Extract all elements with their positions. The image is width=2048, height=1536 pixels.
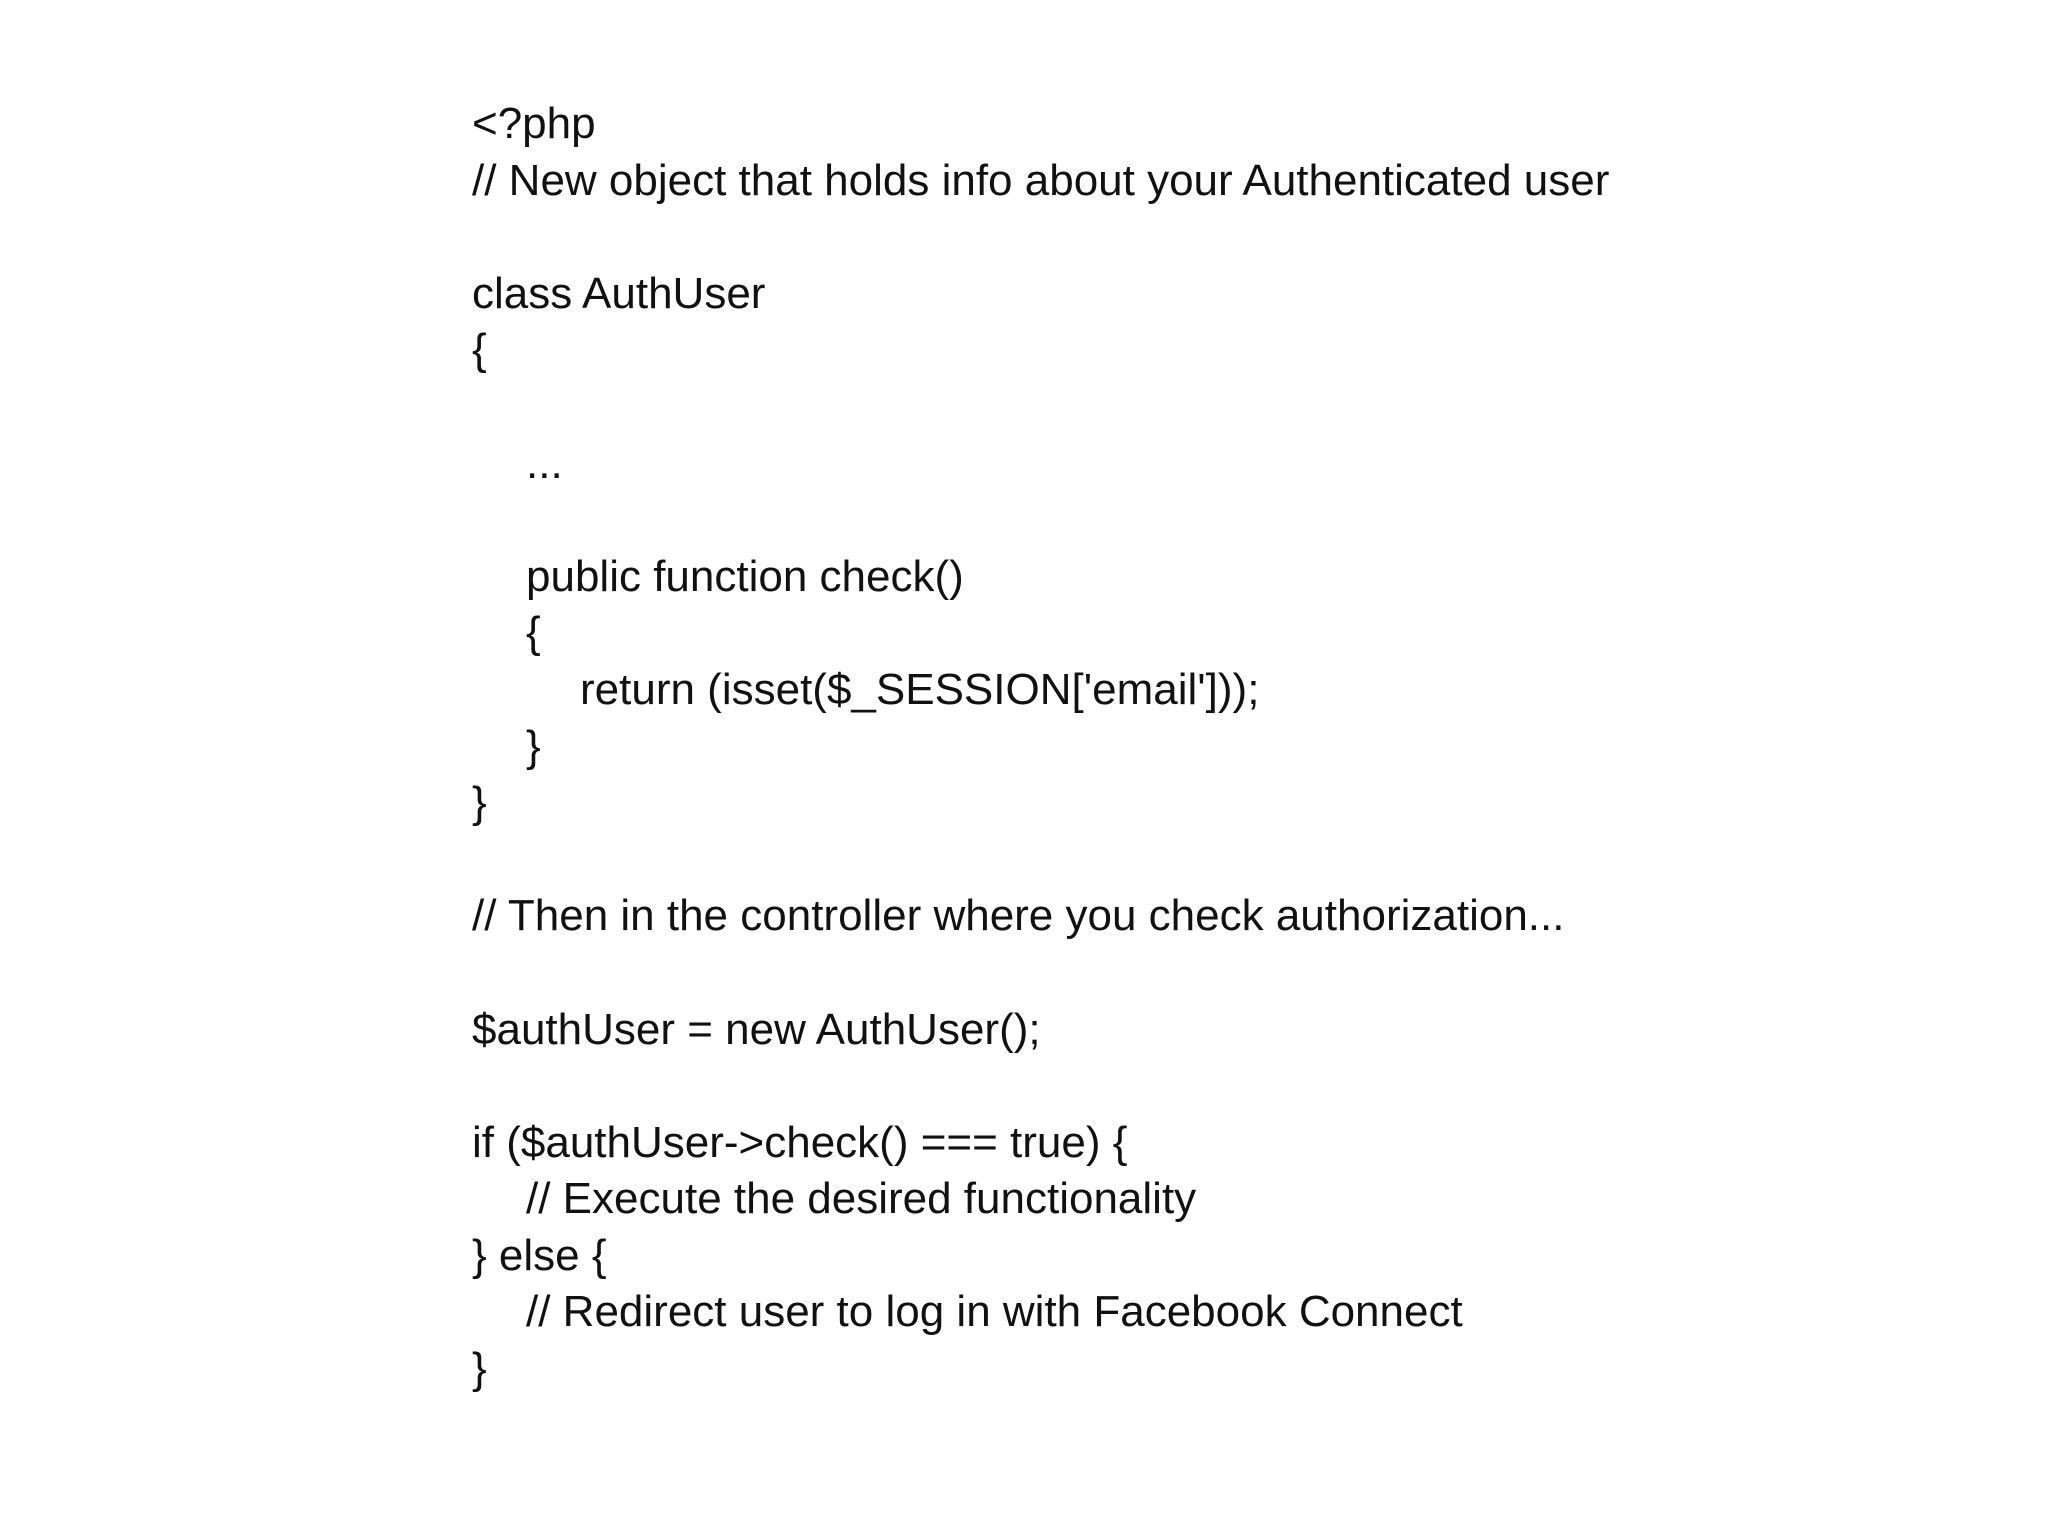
code-ellipsis: ...: [526, 438, 563, 488]
code-comment-controller: // Then in the controller where you check authorization...: [472, 891, 1565, 941]
code-instantiate-authuser: $authUser = new AuthUser();: [472, 1004, 1041, 1054]
code-line-php-open: <?php: [472, 99, 596, 148]
code-class-close-brace: }: [472, 778, 487, 828]
code-blank-line: [472, 379, 1609, 436]
code-class-declaration: class AuthUser: [472, 268, 766, 318]
code-method-declaration: public function check(): [526, 551, 964, 601]
code-method-close-brace: }: [526, 721, 541, 771]
code-block: [472, 96, 1609, 1398]
code-class-open-brace: {: [472, 325, 487, 375]
code-method-open-brace: {: [526, 608, 541, 658]
code-comment-new-object: // New object that holds info about your Authenticated user: [472, 155, 1610, 205]
code-blank-line: [472, 832, 1609, 889]
code-if-close-brace: }: [472, 1344, 487, 1394]
code-if-check: if ($authUser->check() === true) {: [472, 1117, 1128, 1167]
code-blank-line: [472, 945, 1609, 1002]
code-blank-line: [472, 1058, 1609, 1115]
code-blank-line: [472, 492, 1609, 549]
code-else: } else {: [472, 1230, 607, 1280]
code-return-statement: return (isset($_SESSION['email']));: [580, 664, 1260, 714]
code-blank-line: [472, 209, 1609, 266]
code-comment-redirect: // Redirect user to log in with Facebook Connect: [526, 1287, 1463, 1337]
code-comment-execute: // Execute the desired functionality: [526, 1174, 1197, 1224]
